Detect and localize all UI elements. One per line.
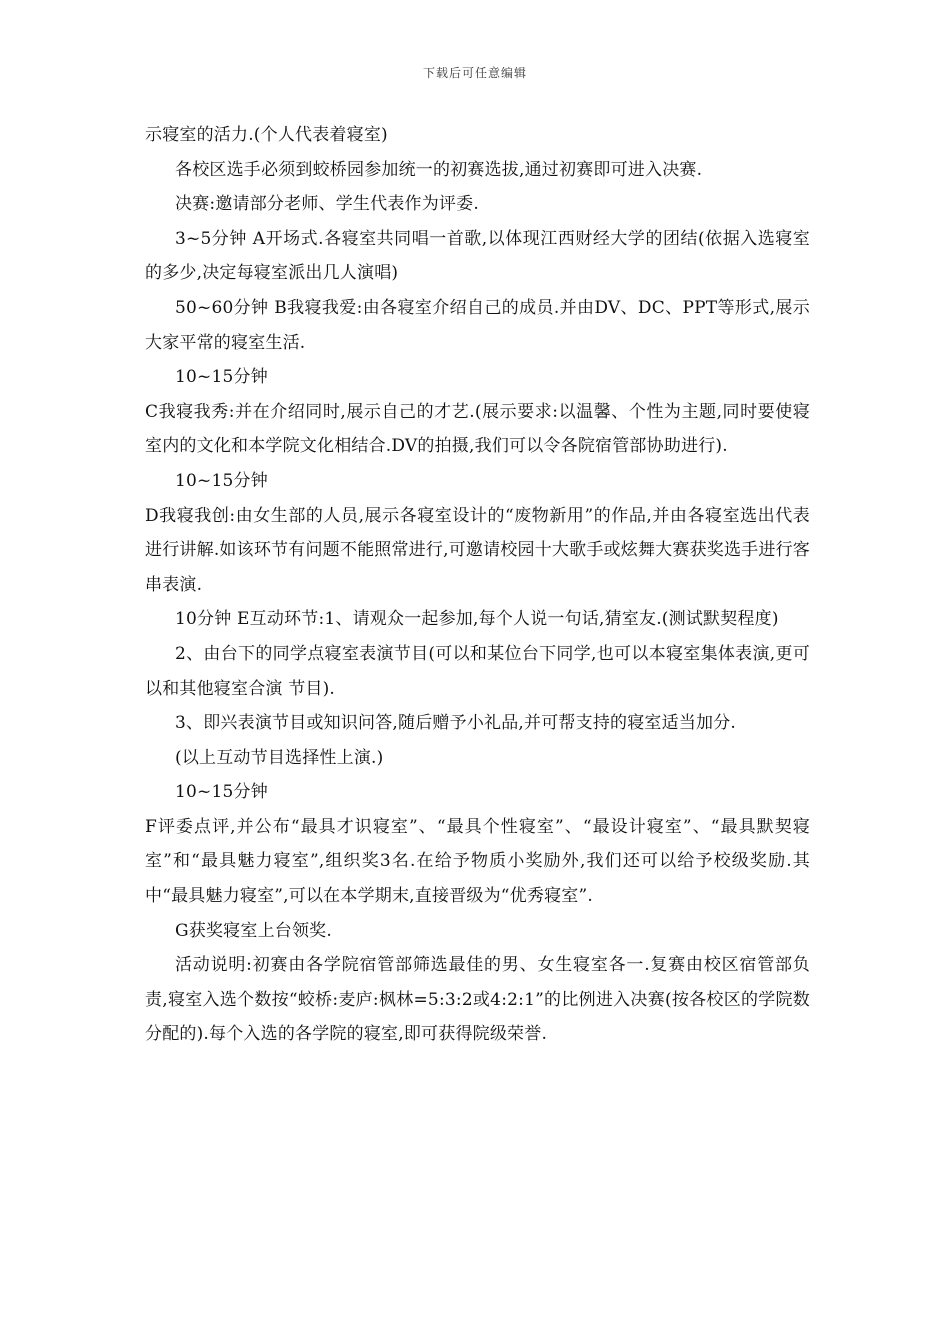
paragraph-8: 10~15分钟: [175, 470, 268, 491]
paragraph-16: G获奖寝室上台领奖.: [175, 920, 332, 941]
paragraph-12: 3、即兴表演节目或知识问答,随后赠予小礼品,并可帮支持的寝室适当加分.: [175, 713, 737, 734]
page-header-note: 下载后可任意编辑: [422, 66, 527, 80]
document-body: [145, 118, 810, 1052]
paragraph-2: 各校区选手必须到蛟桥园参加统一的初赛选拔,通过初赛即可进入决赛.: [175, 159, 703, 180]
paragraph-13: (以上互动节目选择性上演.): [175, 747, 384, 768]
paragraph-9: D我寝我创:由女生部的人员,展示各寝室设计的“废物新用”的作品,并由各寝室选出代表进行讲解.如该环节有问题不能照常进行,可邀请校园十大歌手或炫舞大赛获奖选手进行客串表演.: [145, 505, 810, 595]
paragraph-1: 示寝室的活力.(个人代表着寝室): [145, 125, 388, 145]
paragraph-5: 50~60分钟 B我寝我爱:由各寝室介绍自己的成员.并由DV、DC、PPT等形式,展示大家平常的寝室生活.: [145, 297, 810, 353]
paragraph-4: 3~5分钟 A开场式.各寝室共同唱一首歌,以体现江西财经大学的团结(依据入选寝室的多少,决定每寝室派出几人演唱): [145, 228, 810, 284]
paragraph-15: F评委点评,并公布“最具才识寝室”、“最具个性寝室”、“最设计寝室”、“最具默契寝室”和“最具魅力寝室”,组织奖3名.在给予物质小奖励外,我们还可以给予校级奖励.其中“最具魅力寝室”,可以在本学期末,直接晋级为“优秀寝室”.: [145, 816, 810, 907]
paragraph-14: 10~15分钟: [175, 782, 268, 803]
paragraph-7: C我寝我秀:并在介绍同时,展示自己的才艺.(展示要求:以温馨、个性为主题,同时要使寝室内的文化和本学院文化相结合.DV的拍摄,我们可以令各院宿管部协助进行).: [145, 401, 810, 457]
paragraph-10: 10分钟 E互动环节:1、请观众一起参加,每个人说一句话,猜室友.(测试默契程度): [175, 609, 779, 630]
paragraph-17: 活动说明:初赛由各学院宿管部筛选最佳的男、女生寝室各一.复赛由校区宿管部负责,寝室入选个数按“蛟桥:麦庐:枫林=5:3:2或4:2:1”的比例进入决赛(按各校区的学院数分配的).每个入选的各学院的寝室,即可获得院级荣誉.: [145, 955, 810, 1045]
paragraph-3: 决赛:邀请部分老师、学生代表作为评委.: [175, 194, 479, 215]
paragraph-6: 10~15分钟: [175, 367, 268, 388]
paragraph-11: 2、由台下的同学点寝室表演节目(可以和某位台下同学,也可以本寝室集体表演,更可以和其他寝室合演 节目).: [145, 643, 810, 699]
